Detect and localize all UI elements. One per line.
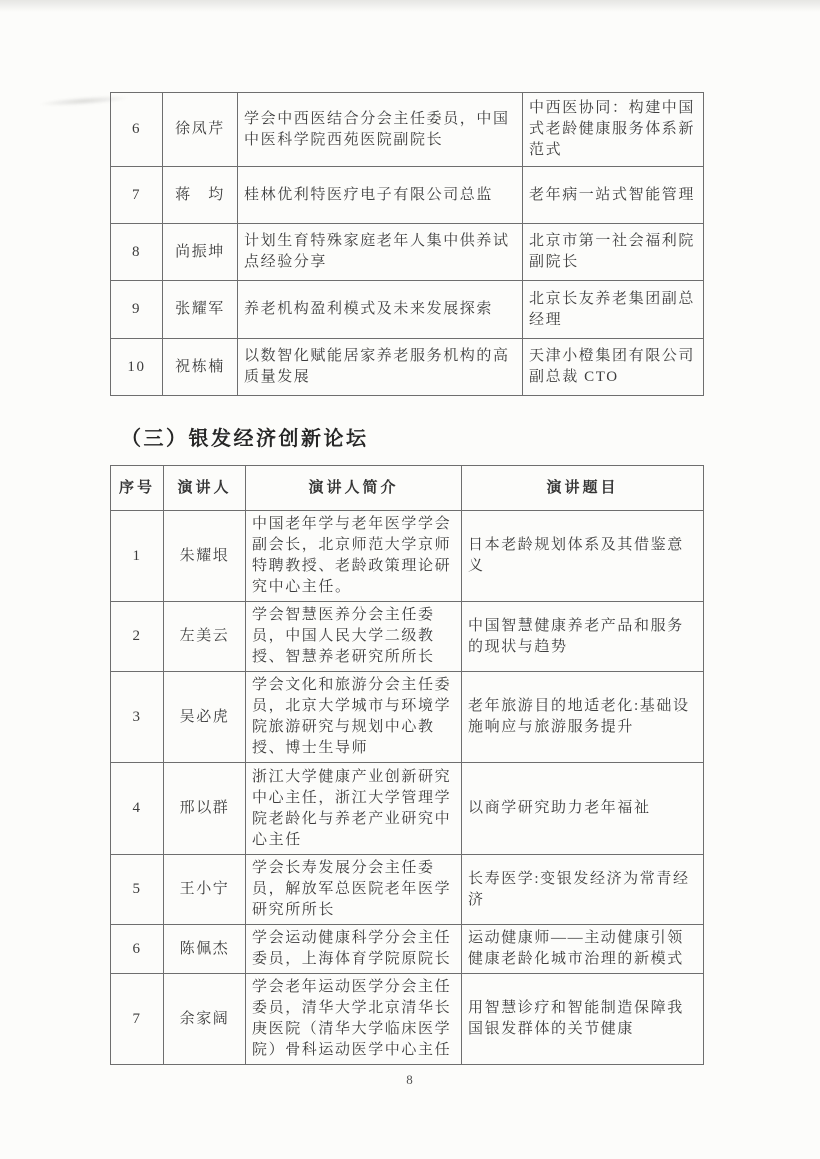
table-row: [111, 925, 704, 974]
speaker-intro-cell: 学会老年运动医学分会主任委员，清华大学北京清华长庚医院（清华大学临床医学院）骨科运动医学中心主任: [246, 974, 462, 1065]
speaker-name-cell: 邢以群: [164, 763, 246, 855]
talk-title-cell: 北京市第一社会福利院副院长: [523, 224, 704, 281]
row-number-cell: 5: [111, 855, 164, 925]
speaker-name-cell: 左美云: [164, 602, 246, 672]
page-number: 8: [406, 1072, 414, 1087]
talk-title-cell: 老年旅游目的地适老化:基础设施响应与旅游服务提升: [462, 672, 704, 763]
speaker-intro-cell: 浙江大学健康产业创新研究中心主任，浙江大学管理学院老龄化与养老产业研究中心主任: [246, 763, 462, 855]
table-row: [111, 672, 704, 763]
scan-artifact-top-band: [0, 0, 820, 12]
talk-title-cell: 北京长友养老集团副总经理: [523, 281, 704, 339]
speaker-name-cell: 蒋 均: [163, 167, 238, 224]
table-row: [111, 339, 704, 396]
talk-title-cell: 用智慧诊疗和智能制造保障我国银发群体的关节健康: [462, 974, 704, 1065]
col-header-intro: 演讲人简介: [246, 466, 462, 511]
speaker-name-cell: 余家阔: [164, 974, 246, 1065]
row-number-cell: 6: [111, 93, 163, 167]
section-heading: （三）银发经济创新论坛: [121, 428, 369, 450]
talk-title-cell: 中西医协同：构建中国式老龄健康服务体系新范式: [523, 93, 704, 167]
speaker-intro-cell: 计划生育特殊家庭老年人集中供养试点经验分享: [238, 224, 523, 281]
table-row: [111, 602, 704, 672]
table-row: [111, 763, 704, 855]
row-number-cell: 7: [111, 974, 164, 1065]
speaker-intro-cell: 桂林优利特医疗电子有限公司总监: [238, 167, 523, 224]
talk-title-cell: 运动健康师——主动健康引领健康老龄化城市治理的新模式: [462, 925, 704, 974]
col-header-title: 演讲题目: [462, 466, 704, 511]
row-number-cell: 9: [111, 281, 163, 339]
table-row: [111, 511, 704, 602]
row-number-cell: 8: [111, 224, 163, 281]
row-number-cell: 1: [111, 511, 164, 602]
speaker-name-cell: 陈佩杰: [164, 925, 246, 974]
table-row: [111, 974, 704, 1065]
forum-speakers-table: [110, 465, 704, 1065]
speaker-name-cell: 朱耀垠: [164, 511, 246, 602]
speaker-intro-cell: 学会智慧医养分会主任委员，中国人民大学二级教授、智慧养老研究所所长: [246, 602, 462, 672]
talk-title-cell: 天津小橙集团有限公司副总裁 CTO: [523, 339, 704, 396]
row-number-cell: 6: [111, 925, 164, 974]
table-header-row: [111, 466, 704, 511]
talk-title-cell: 日本老龄规划体系及其借鉴意义: [462, 511, 704, 602]
row-number-cell: 10: [111, 339, 163, 396]
speaker-intro-cell: 学会中西医结合分会主任委员，中国中医科学院西苑医院副院长: [238, 93, 523, 167]
speaker-name-cell: 吴必虎: [164, 672, 246, 763]
col-header-speaker: 演讲人: [164, 466, 246, 511]
row-number-cell: 4: [111, 763, 164, 855]
speaker-intro-cell: 学会长寿发展分会主任委员，解放军总医院老年医学研究所所长: [246, 855, 462, 925]
speaker-intro-cell: 学会文化和旅游分会主任委员，北京大学城市与环境学院旅游研究与规划中心教授、博士生导师: [246, 672, 462, 763]
table-row: [111, 93, 704, 167]
row-number-cell: 2: [111, 602, 164, 672]
speaker-intro-cell: 养老机构盈利模式及未来发展探索: [238, 281, 523, 339]
table-row: [111, 281, 704, 339]
table-row: [111, 224, 704, 281]
table-row: [111, 167, 704, 224]
speaker-name-cell: 张耀军: [163, 281, 238, 339]
talk-title-cell: 长寿医学:变银发经济为常青经济: [462, 855, 704, 925]
talk-title-cell: 中国智慧健康养老产品和服务的现状与趋势: [462, 602, 704, 672]
speaker-intro-cell: 中国老年学与老年医学学会副会长，北京师范大学京师特聘教授、老龄政策理论研究中心主任。: [246, 511, 462, 602]
speakers-table-continued: [110, 92, 704, 396]
talk-title-cell: 以商学研究助力老年福祉: [462, 763, 704, 855]
talk-title-cell: 老年病一站式智能管理: [523, 167, 704, 224]
row-number-cell: 7: [111, 167, 163, 224]
table-row: [111, 855, 704, 925]
speaker-intro-cell: 学会运动健康科学分会主任委员，上海体育学院原院长: [246, 925, 462, 974]
speaker-name-cell: 徐凤芹: [163, 93, 238, 167]
speaker-name-cell: 王小宁: [164, 855, 246, 925]
col-header-no: 序号: [111, 466, 164, 511]
speaker-name-cell: 祝栋楠: [163, 339, 238, 396]
speaker-name-cell: 尚振坤: [163, 224, 238, 281]
row-number-cell: 3: [111, 672, 164, 763]
speaker-intro-cell: 以数智化赋能居家养老服务机构的高质量发展: [238, 339, 523, 396]
